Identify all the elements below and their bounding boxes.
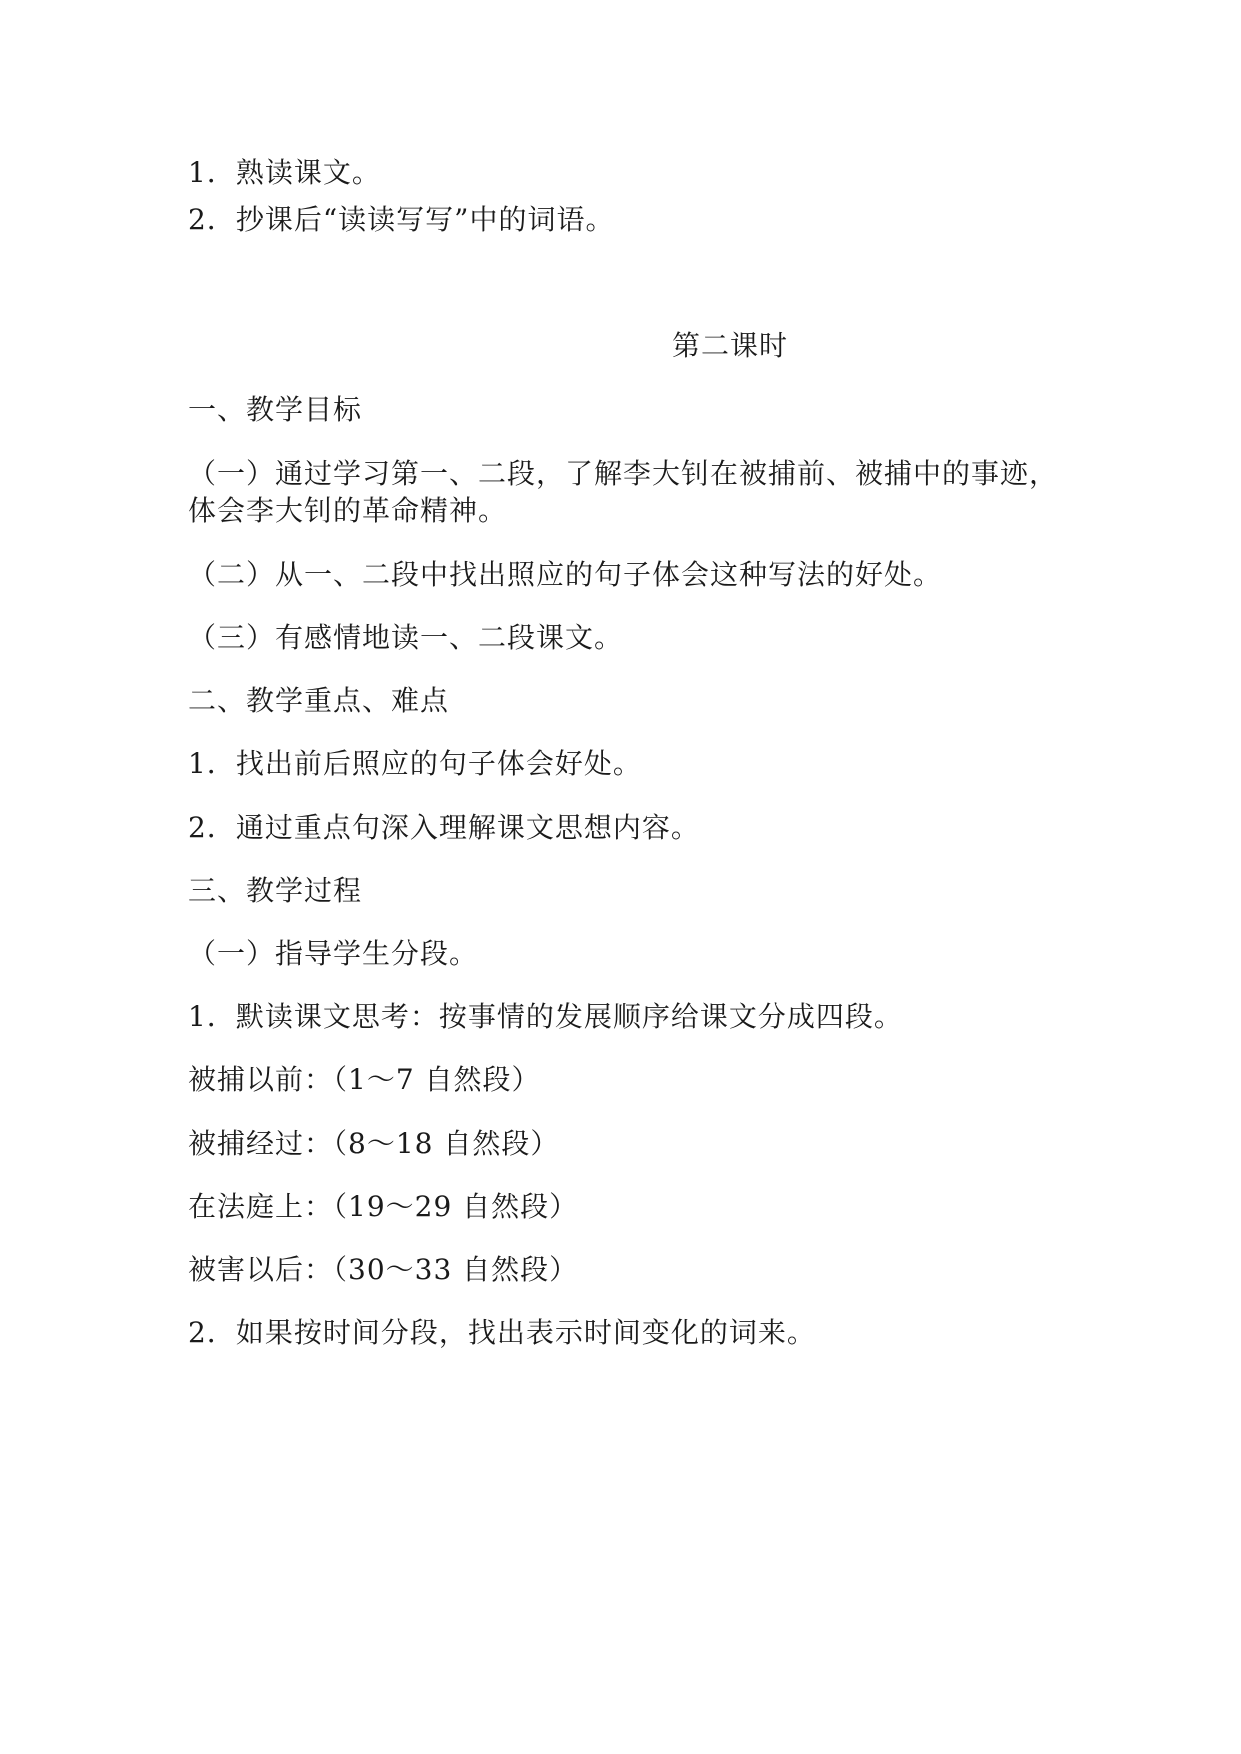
process-item-2: 2．如果按时间分段，找出表示时间变化的词来。 <box>188 1316 816 1349</box>
segment-4: 被害以后：（30～33 自然段） <box>188 1253 579 1286</box>
goal-2: （二）从一、二段中找出照应的句子体会这种写法的好处。 <box>188 558 943 591</box>
process-item-1: 1．默读课文思考：按事情的发展顺序给课文分成四段。 <box>188 1000 903 1033</box>
section-title: 第二课时 <box>671 329 788 362</box>
focus-item-2: 2．通过重点句深入理解课文思想内容。 <box>188 811 700 844</box>
goal-3: （三）有感情地读一、二段课文。 <box>188 621 624 654</box>
goal-1-line-1: （一）通过学习第一、二段，了解李大钊在被捕前、被捕中的事迹， <box>188 457 1059 490</box>
homework-item-1: 1．熟读课文。 <box>188 156 381 189</box>
process-step: （一）指导学生分段。 <box>188 937 479 970</box>
process-heading: 三、教学过程 <box>188 874 363 907</box>
segment-3: 在法庭上：（19～29 自然段） <box>188 1190 579 1223</box>
focus-item-1: 1．找出前后照应的句子体会好处。 <box>188 747 642 780</box>
homework-item-2: 2．抄课后“读读写写”中的词语。 <box>188 203 615 236</box>
focus-heading: 二、教学重点、难点 <box>188 684 450 717</box>
segment-2: 被捕经过：（8～18 自然段） <box>188 1127 560 1160</box>
segment-1: 被捕以前：（1～7 自然段） <box>188 1063 541 1096</box>
goals-heading: 一、教学目标 <box>188 393 363 426</box>
goal-1-line-2: 体会李大钊的革命精神。 <box>188 494 508 527</box>
